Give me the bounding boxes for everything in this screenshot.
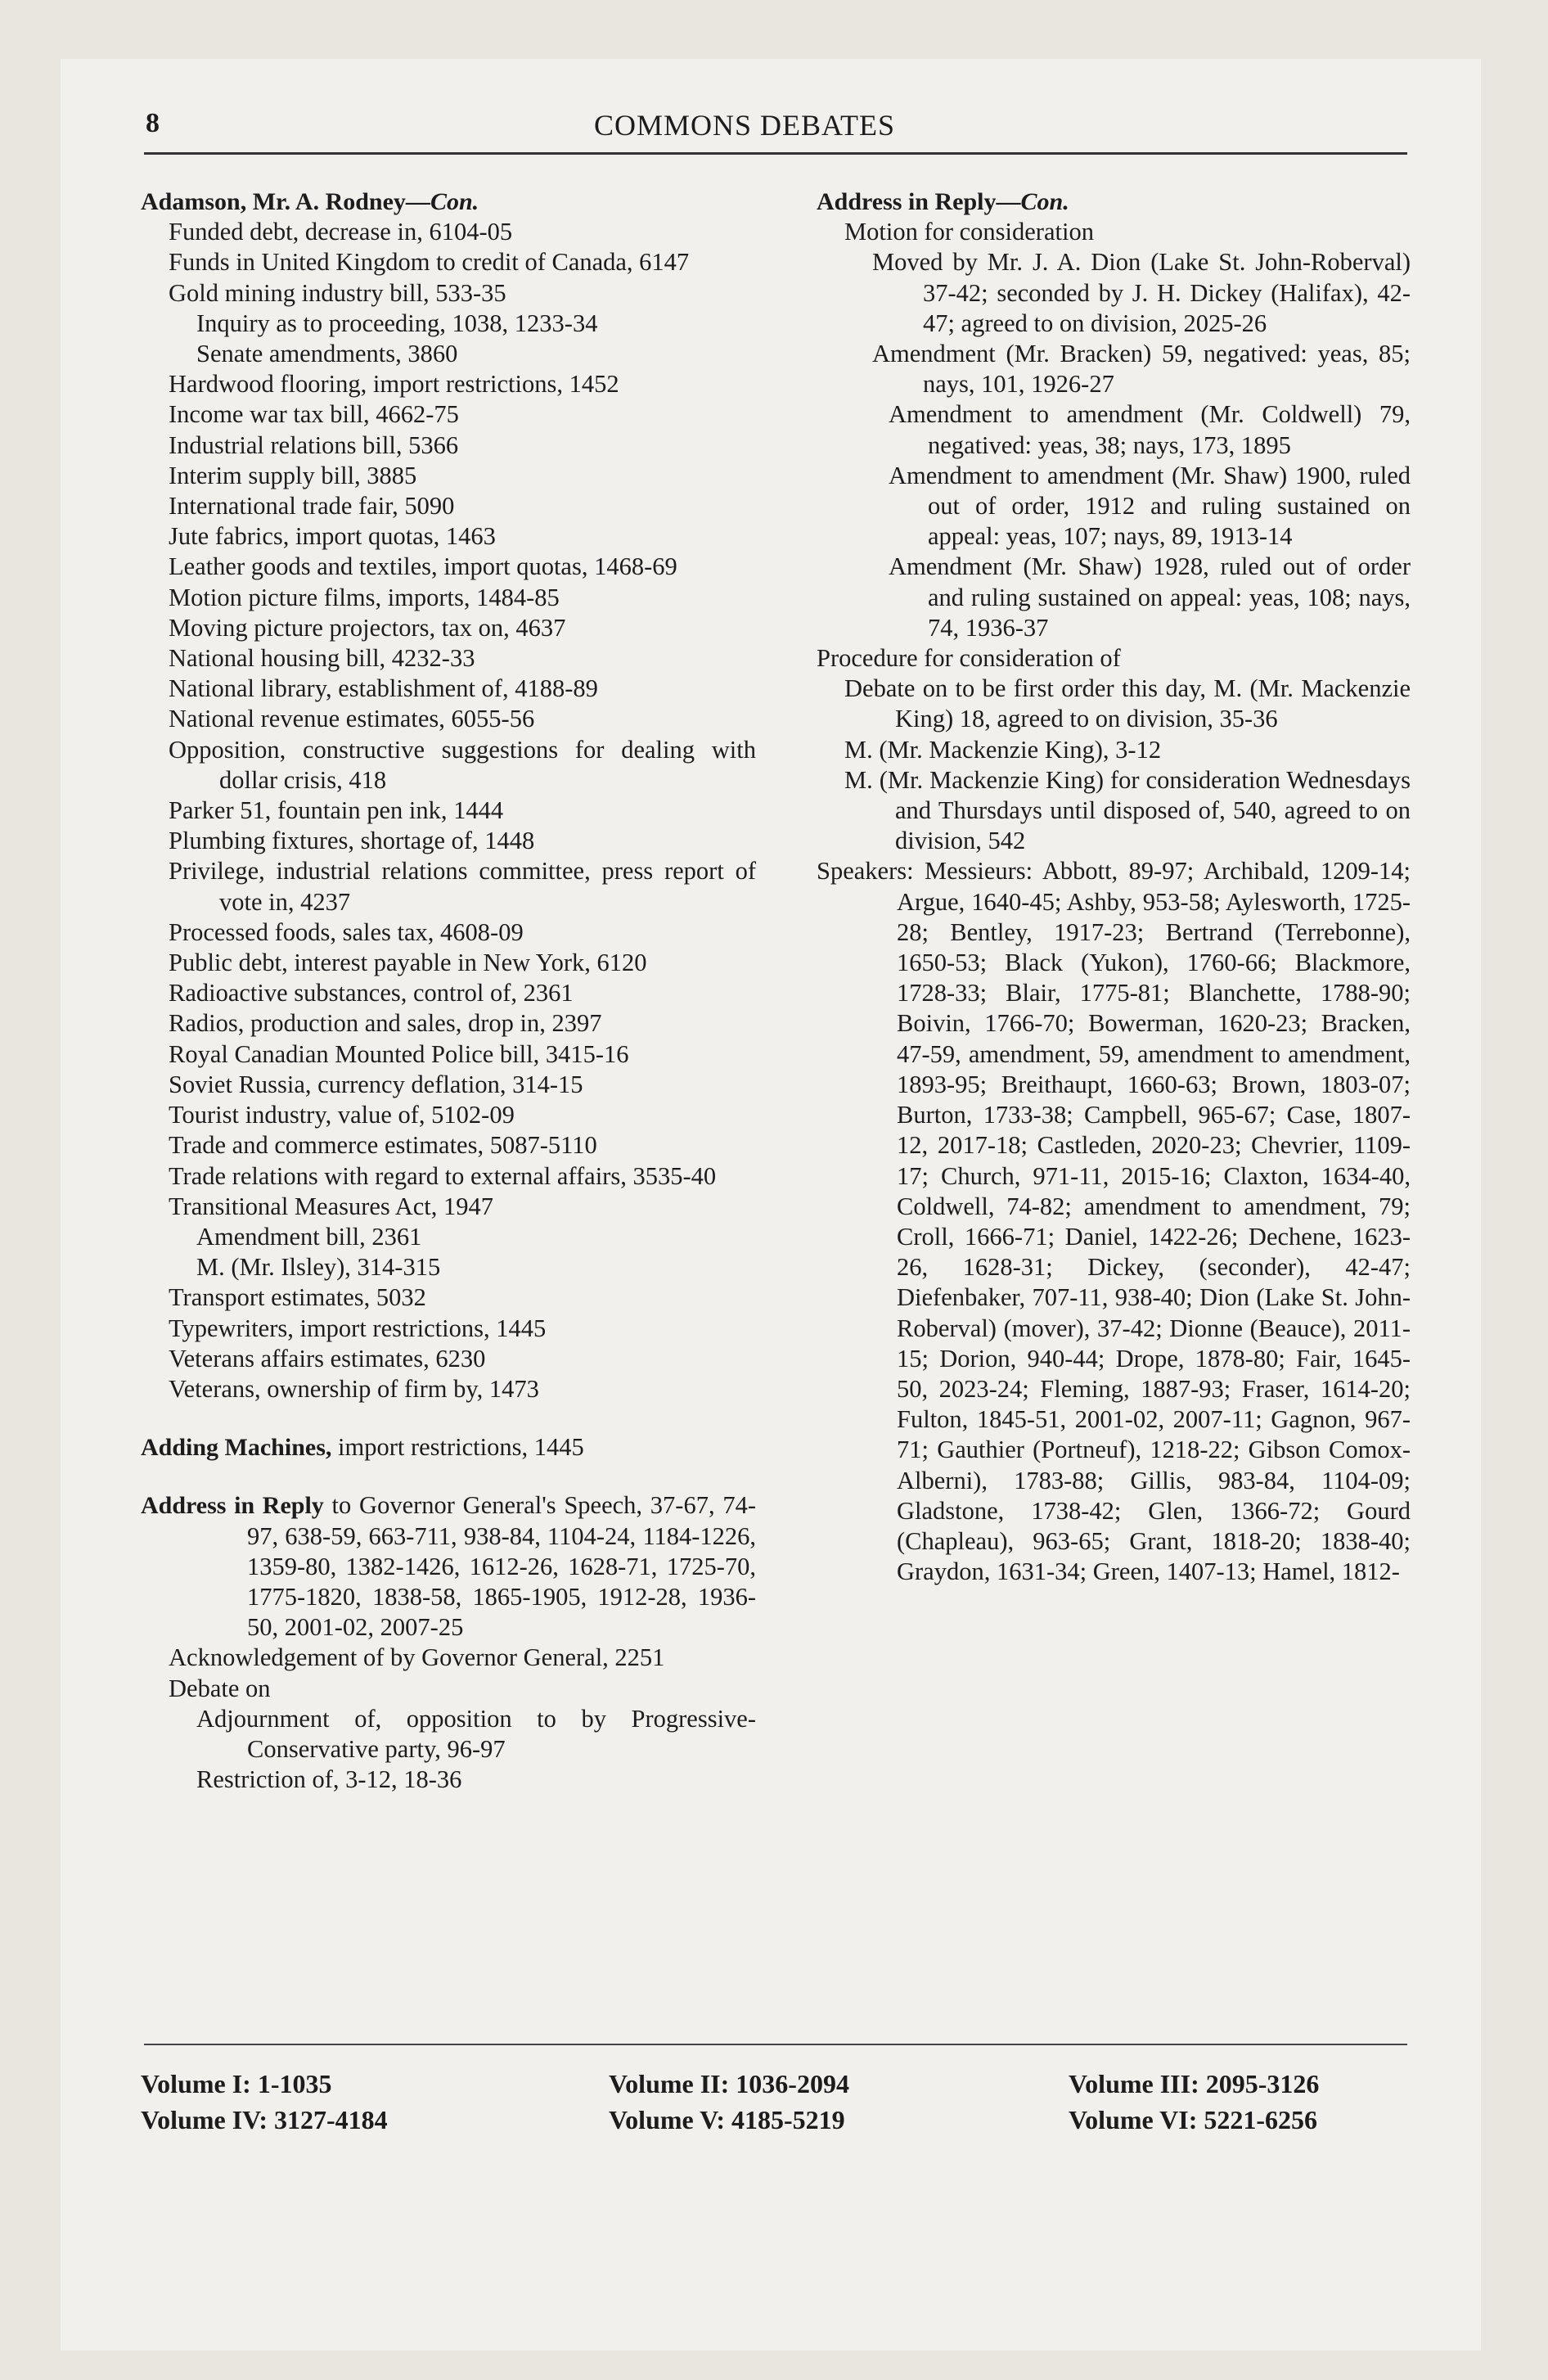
footer-volumes-col1 bbox=[141, 2066, 388, 2138]
index-subentry: Amendment bill, 2361 bbox=[196, 1222, 422, 1251]
running-head: COMMONS DEBATES bbox=[593, 109, 896, 142]
index-subentry: Amendment (Mr. Bracken) 59, negatived: yeas, 85; nays, 101, 1926-27 bbox=[872, 340, 1411, 399]
header-rule bbox=[144, 152, 1407, 155]
index-entry: Hardwood flooring, import restrictions, 1452 bbox=[169, 370, 619, 399]
index-entry: Motion for consideration bbox=[844, 218, 1094, 246]
index-entry: Gold mining industry bill, 533-35 bbox=[169, 278, 506, 307]
index-subentry: M. (Mr. Mackenzie King), 3-12 bbox=[844, 735, 1162, 764]
index-subentry: Restriction of, 3-12, 18-36 bbox=[196, 1765, 462, 1794]
page-header bbox=[79, 105, 1411, 146]
page-number: 8 bbox=[146, 108, 160, 138]
volume-range: Volume VI: 5221-6256 bbox=[1069, 2105, 1318, 2134]
index-entry: Debate on bbox=[169, 1674, 271, 1702]
adding-machines-entry: Adding Machines, import restrictions, 1445 bbox=[141, 1433, 584, 1462]
index-entry: Industrial relations bill, 5366 bbox=[169, 430, 459, 459]
index-entry: Veterans affairs estimates, 6230 bbox=[169, 1344, 486, 1373]
index-entry: Jute fabrics, import quotas, 1463 bbox=[169, 522, 496, 551]
index-entry: Privilege, industrial relations committee, press report of vote in, 4237 bbox=[169, 857, 756, 916]
index-entry: Tourist industry, value of, 5102-09 bbox=[169, 1101, 515, 1129]
address-in-reply-entry: Address in Reply to Governor General's Speech, 37-67, 74-97, 638-59, 663-711, 938-84, 1104-24, 1184-1226, 1359-80, 1382-1426, 1612-26, 1628-71, 1725-70, 1775-1820, 1838-58, 1865-1905, 1912-28, 1936-50, 2001-02, 2007-25 bbox=[141, 1491, 756, 1642]
volume-range: Volume I: 1-1035 bbox=[141, 2069, 332, 2098]
index-entry: Opposition, constructive suggestions for dealing with dollar crisis, 418 bbox=[169, 735, 756, 794]
index-entry: Parker 51, fountain pen ink, 1444 bbox=[169, 796, 504, 825]
index-subentry: Amendment to amendment (Mr. Shaw) 1900, ruled out of order, 1912 and ruling sustained on appeal: yeas, 107; nays, 89, 1913-14 bbox=[889, 461, 1411, 551]
index-entry: National housing bill, 4232-33 bbox=[169, 644, 475, 673]
index-entry: Interim supply bill, 3885 bbox=[169, 461, 417, 489]
index-entry: Transitional Measures Act, 1947 bbox=[169, 1192, 494, 1220]
index-subentry: Debate on to be first order this day, M. (Mr. Mackenzie King) 18, agreed to on division, 35-36 bbox=[844, 674, 1411, 733]
volume-range: Volume II: 1036-2094 bbox=[609, 2069, 849, 2098]
index-entry: Processed foods, sales tax, 4608-09 bbox=[169, 917, 524, 946]
index-subentry: Amendment to amendment (Mr. Coldwell) 79, negatived: yeas, 38; nays, 173, 1895 bbox=[889, 400, 1411, 459]
index-subentry: M. (Mr. Ilsley), 314-315 bbox=[196, 1253, 441, 1282]
footer-rule bbox=[144, 2044, 1407, 2045]
index-entry: Radioactive substances, control of, 2361 bbox=[169, 979, 574, 1007]
index-entry: Procedure for consideration of bbox=[817, 644, 1121, 673]
index-entry: Motion picture films, imports, 1484-85 bbox=[169, 583, 560, 611]
index-entry: Funds in United Kingdom to credit of Canada, 6147 bbox=[169, 248, 690, 277]
index-entry: Soviet Russia, currency deflation, 314-15 bbox=[169, 1070, 583, 1098]
entry-heading: Address in Reply—Con. bbox=[817, 188, 1069, 215]
index-entry: National library, establishment of, 4188-89 bbox=[169, 674, 598, 703]
index-entry: Transport estimates, 5032 bbox=[169, 1283, 426, 1312]
index-entry: Funded debt, decrease in, 6104-05 bbox=[169, 218, 513, 246]
index-entry: Trade and commerce estimates, 5087-5110 bbox=[169, 1131, 597, 1160]
index-subentry: Adjournment of, opposition to by Progressive-Conservative party, 96-97 bbox=[196, 1704, 756, 1763]
index-entry: Leather goods and textiles, import quotas, 1468-69 bbox=[169, 552, 677, 581]
index-entry: Public debt, interest payable in New York, 6120 bbox=[169, 949, 647, 977]
index-subentry: Moved by Mr. J. A. Dion (Lake St. John-Roberval) 37-42; seconded by J. H. Dickey (Halifax), 42-47; agreed to on division, 2025-26 bbox=[872, 248, 1411, 337]
footer-volumes-col3 bbox=[1069, 2066, 1319, 2138]
index-entry: International trade fair, 5090 bbox=[169, 492, 455, 521]
index-entry: Royal Canadian Mounted Police bill, 3415-16 bbox=[169, 1039, 629, 1068]
index-entry: Income war tax bill, 4662-75 bbox=[169, 400, 459, 429]
footer-volumes-col2 bbox=[609, 2066, 849, 2138]
index-entry: National revenue estimates, 6055-56 bbox=[169, 705, 535, 733]
speakers-list: Speakers: Messieurs: Abbott, 89-97; Archibald, 1209-14; Argue, 1640-45; Ashby, 953-58; Aylesworth, 1725-28; Bentley, 1917-23; Bertrand (Terrebonne), 1650-53; Black (Yukon), 1760-66; Blackmore, 1728-33; Blair, 1775-81; Blanchette, 1788-90; Boivin, 1766-70; Bowerman, 1620-23; Bracken, 47-59, amendment, 59, amendment to amendment, 1893-95; Breithaupt, 1660-63; Brown, 1803-07; Burton, 1733-38; Campbell, 965-67; Case, 1807-12, 2017-18; Castleden, 2020-23; Chevrier, 1109-17; Church, 971-11, 2015-16; Claxton, 1634-40, Coldwell, 74-82; amendment to amendment, 79; Croll, 1666-71; Daniel, 1422-26; Dechene, 1623-26, 1628-31; Dickey, (seconder), 42-47; Diefenbaker, 707-11, 938-40; Dion (Lake St. John-Roberval) (mover), 37-42; Dionne (Beauce), 2011-15; Dorion, 940-44; Drope, 1878-80; Fair, 1645-50, 2023-24; Fleming, 1887-93; Fraser, 1614-20; Fulton, 1845-51, 2001-02, 2007-11; Gagnon, 967-71; Gauthier (Portneuf), 1218-22; Gibson Comox-Alberni), 1783-88; Gillis, 983-84, 1104-09; Gladstone, 1738-42; Glen, 1366-72; Gourd (Chapleau), 963-65; Grant, 1818-20; 1838-40; Graydon, 1631-34; Green, 1407-13; Hamel, 1812- bbox=[817, 857, 1411, 1586]
index-entry: Veterans, ownership of firm by, 1473 bbox=[169, 1374, 539, 1403]
index-entry: Trade relations with regard to external affairs, 3535-40 bbox=[169, 1161, 717, 1190]
volume-range: Volume V: 4185-5219 bbox=[609, 2105, 845, 2134]
volume-range: Volume III: 2095-3126 bbox=[1069, 2069, 1320, 2098]
index-entry: Typewriters, import restrictions, 1445 bbox=[169, 1314, 547, 1342]
index-entry: Acknowledgement of by Governor General, 2251 bbox=[169, 1643, 665, 1672]
index-entry: Radios, production and sales, drop in, 2397 bbox=[169, 1009, 602, 1038]
left-column bbox=[141, 187, 756, 1795]
volume-range: Volume IV: 3127-4184 bbox=[141, 2105, 388, 2134]
index-subentry: Inquiry as to proceeding, 1038, 1233-34 bbox=[196, 309, 598, 337]
index-entry: Moving picture projectors, tax on, 4637 bbox=[169, 613, 566, 642]
index-entry: Plumbing fixtures, shortage of, 1448 bbox=[169, 827, 535, 855]
index-subentry: Amendment (Mr. Shaw) 1928, ruled out of order and ruling sustained on appeal: yeas, 108; nays, 74, 1936-37 bbox=[889, 552, 1411, 642]
right-column bbox=[817, 187, 1411, 1587]
entry-heading: Adamson, Mr. A. Rodney—Con. bbox=[141, 188, 479, 215]
index-subentry: Senate amendments, 3860 bbox=[196, 340, 458, 368]
index-subentry: M. (Mr. Mackenzie King) for consideration Wednesdays and Thursdays until disposed of, 540, agreed to on division, 542 bbox=[844, 765, 1411, 855]
